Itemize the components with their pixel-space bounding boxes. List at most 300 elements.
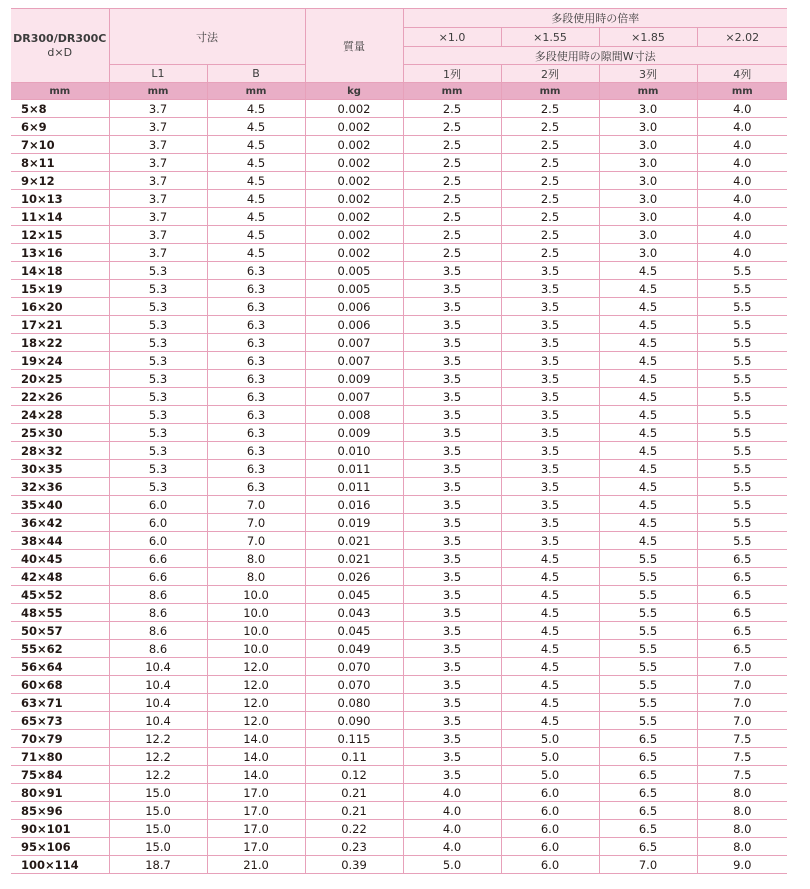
l1-cell: 5.3: [109, 424, 207, 442]
dimension-group-header: 寸法: [109, 9, 305, 65]
col-header-l1: L1: [109, 65, 207, 83]
table-row: [11, 766, 787, 784]
gap-2-row-cell: 4.5: [501, 658, 599, 676]
gap-1-row-cell: 3.5: [403, 370, 501, 388]
l1-cell: 6.6: [109, 550, 207, 568]
size-cell: 19×24: [11, 352, 109, 370]
b-cell: 4.5: [207, 136, 305, 154]
gap-2-row-cell: 3.5: [501, 424, 599, 442]
gap-2-row-cell: 4.5: [501, 622, 599, 640]
gap-4-row-cell: 5.5: [697, 316, 787, 334]
mass-cell: 0.070: [305, 676, 403, 694]
size-cell: 65×73: [11, 712, 109, 730]
mass-cell: 0.002: [305, 208, 403, 226]
gap-2-row-cell: 2.5: [501, 154, 599, 172]
gap-3-row-cell: 6.5: [599, 748, 697, 766]
b-cell: 4.5: [207, 100, 305, 118]
gap-3-row-cell: 5.5: [599, 586, 697, 604]
l1-cell: 5.3: [109, 460, 207, 478]
dimension-table: [11, 8, 787, 874]
gap-4-row-cell: 4.0: [697, 226, 787, 244]
l1-cell: 6.0: [109, 514, 207, 532]
gap-2-row-cell: 2.5: [501, 190, 599, 208]
gap-3-row-cell: 3.0: [599, 118, 697, 136]
l1-cell: 15.0: [109, 838, 207, 856]
gap-1-row-cell: 3.5: [403, 496, 501, 514]
gap-1-row-cell: 3.5: [403, 568, 501, 586]
gap-2-row-cell: 3.5: [501, 406, 599, 424]
col-header-b: B: [207, 65, 305, 83]
gap-3-row-cell: 6.5: [599, 820, 697, 838]
mass-cell: 0.070: [305, 658, 403, 676]
size-cell: 12×15: [11, 226, 109, 244]
table-row: [11, 280, 787, 298]
gap-1-row-cell: 3.5: [403, 532, 501, 550]
size-cell: 13×16: [11, 244, 109, 262]
b-cell: 6.3: [207, 478, 305, 496]
gap-3-row-cell: 6.5: [599, 784, 697, 802]
table-row: [11, 478, 787, 496]
gap-4-row-cell: 4.0: [697, 208, 787, 226]
gap-1-row-cell: 3.5: [403, 514, 501, 532]
gap-3-row-cell: 3.0: [599, 154, 697, 172]
l1-cell: 10.4: [109, 694, 207, 712]
size-cell: 50×57: [11, 622, 109, 640]
size-cell: 18×22: [11, 334, 109, 352]
size-cell: 11×14: [11, 208, 109, 226]
gap-2-row-cell: 3.5: [501, 442, 599, 460]
mass-cell: 0.21: [305, 802, 403, 820]
l1-cell: 15.0: [109, 820, 207, 838]
unit-cell: mm: [207, 83, 305, 100]
mass-cell: 0.007: [305, 352, 403, 370]
mass-cell: 0.002: [305, 118, 403, 136]
gap-4-row-cell: 4.0: [697, 136, 787, 154]
gap-2-row-cell: 3.5: [501, 262, 599, 280]
table-row: [11, 388, 787, 406]
gap-2-row-cell: 3.5: [501, 316, 599, 334]
table-row: [11, 316, 787, 334]
b-cell: 6.3: [207, 316, 305, 334]
gap-2-row-cell: 5.0: [501, 766, 599, 784]
gap-4-row-cell: 4.0: [697, 172, 787, 190]
l1-cell: 8.6: [109, 586, 207, 604]
gap-3-row-cell: 5.5: [599, 640, 697, 658]
multiplier-4: ×2.02: [697, 28, 787, 47]
b-cell: 10.0: [207, 586, 305, 604]
gap-4-row-cell: 5.5: [697, 406, 787, 424]
size-cell: 17×21: [11, 316, 109, 334]
gap-4-row-cell: 8.0: [697, 784, 787, 802]
gap-1-row-cell: 2.5: [403, 154, 501, 172]
b-cell: 6.3: [207, 370, 305, 388]
gap-3-row-cell: 4.5: [599, 406, 697, 424]
gap-2-row-cell: 3.5: [501, 514, 599, 532]
table-row: [11, 694, 787, 712]
size-cell: 80×91: [11, 784, 109, 802]
col-header-2-row: 2列: [501, 65, 599, 83]
size-cell: 10×13: [11, 190, 109, 208]
table-row: [11, 586, 787, 604]
gap-3-row-cell: 4.5: [599, 262, 697, 280]
size-cell: 42×48: [11, 568, 109, 586]
gap-2-row-cell: 4.5: [501, 640, 599, 658]
l1-cell: 5.3: [109, 262, 207, 280]
unit-cell: mm: [403, 83, 501, 100]
size-cell: 36×42: [11, 514, 109, 532]
gap-2-row-cell: 6.0: [501, 802, 599, 820]
l1-cell: 3.7: [109, 190, 207, 208]
gap-3-row-cell: 3.0: [599, 100, 697, 118]
gap-3-row-cell: 5.5: [599, 622, 697, 640]
gap-3-row-cell: 4.5: [599, 370, 697, 388]
table-row: [11, 190, 787, 208]
gap-2-row-cell: 3.5: [501, 352, 599, 370]
gap-4-row-cell: 4.0: [697, 244, 787, 262]
table-row: [11, 730, 787, 748]
gap-1-row-cell: 2.5: [403, 226, 501, 244]
table-row: [11, 244, 787, 262]
size-cell: 16×20: [11, 298, 109, 316]
mass-cell: 0.005: [305, 280, 403, 298]
gap-1-row-cell: 3.5: [403, 442, 501, 460]
gap-2-row-cell: 2.5: [501, 208, 599, 226]
gap-1-row-cell: 2.5: [403, 118, 501, 136]
gap-4-row-cell: 7.5: [697, 766, 787, 784]
table-row: [11, 748, 787, 766]
gap-3-row-cell: 4.5: [599, 496, 697, 514]
b-cell: 14.0: [207, 730, 305, 748]
gap-2-row-cell: 4.5: [501, 604, 599, 622]
model-name: DR300/DR300C: [13, 31, 107, 45]
size-cell: 7×10: [11, 136, 109, 154]
gap-1-row-cell: 4.0: [403, 784, 501, 802]
b-cell: 4.5: [207, 172, 305, 190]
b-cell: 4.5: [207, 208, 305, 226]
gap-4-row-cell: 5.5: [697, 388, 787, 406]
gap-1-row-cell: 3.5: [403, 316, 501, 334]
table-header: [11, 9, 787, 100]
gap-group-header: 多段使用時の隙間W寸法: [403, 47, 787, 65]
l1-cell: 6.6: [109, 568, 207, 586]
gap-3-row-cell: 3.0: [599, 244, 697, 262]
gap-4-row-cell: 7.0: [697, 694, 787, 712]
gap-2-row-cell: 6.0: [501, 784, 599, 802]
unit-cell: mm: [697, 83, 787, 100]
mass-cell: 0.006: [305, 298, 403, 316]
table-row: [11, 442, 787, 460]
l1-cell: 10.4: [109, 658, 207, 676]
l1-cell: 3.7: [109, 118, 207, 136]
gap-4-row-cell: 9.0: [697, 856, 787, 874]
gap-2-row-cell: 3.5: [501, 532, 599, 550]
b-cell: 12.0: [207, 658, 305, 676]
size-cell: 60×68: [11, 676, 109, 694]
size-cell: 38×44: [11, 532, 109, 550]
size-cell: 45×52: [11, 586, 109, 604]
table-row: [11, 784, 787, 802]
table-row: [11, 118, 787, 136]
gap-1-row-cell: 2.5: [403, 244, 501, 262]
mass-cell: 0.002: [305, 190, 403, 208]
table-row: [11, 262, 787, 280]
mass-cell: 0.12: [305, 766, 403, 784]
table-row: [11, 172, 787, 190]
gap-4-row-cell: 7.0: [697, 712, 787, 730]
gap-1-row-cell: 3.5: [403, 676, 501, 694]
size-notation: d×D: [47, 45, 73, 59]
size-cell: 63×71: [11, 694, 109, 712]
gap-4-row-cell: 5.5: [697, 280, 787, 298]
size-cell: 95×106: [11, 838, 109, 856]
table-row: [11, 496, 787, 514]
gap-1-row-cell: 3.5: [403, 298, 501, 316]
l1-cell: 12.2: [109, 748, 207, 766]
b-cell: 17.0: [207, 820, 305, 838]
gap-3-row-cell: 4.5: [599, 514, 697, 532]
size-cell: 30×35: [11, 460, 109, 478]
gap-4-row-cell: 5.5: [697, 424, 787, 442]
mass-cell: 0.006: [305, 316, 403, 334]
gap-4-row-cell: 4.0: [697, 118, 787, 136]
gap-1-row-cell: 2.5: [403, 172, 501, 190]
l1-cell: 5.3: [109, 478, 207, 496]
gap-3-row-cell: 4.5: [599, 334, 697, 352]
size-cell: 70×79: [11, 730, 109, 748]
gap-3-row-cell: 4.5: [599, 478, 697, 496]
gap-2-row-cell: 4.5: [501, 568, 599, 586]
b-cell: 6.3: [207, 334, 305, 352]
table-row: [11, 406, 787, 424]
table-row: [11, 136, 787, 154]
mass-cell: 0.009: [305, 370, 403, 388]
table-row: [11, 676, 787, 694]
table-row: [11, 298, 787, 316]
gap-1-row-cell: 3.5: [403, 478, 501, 496]
mass-cell: 0.026: [305, 568, 403, 586]
size-cell: 75×84: [11, 766, 109, 784]
l1-cell: 5.3: [109, 298, 207, 316]
gap-3-row-cell: 5.5: [599, 658, 697, 676]
mass-cell: 0.090: [305, 712, 403, 730]
l1-cell: 5.3: [109, 352, 207, 370]
l1-cell: 3.7: [109, 154, 207, 172]
table-row: [11, 622, 787, 640]
gap-3-row-cell: 4.5: [599, 280, 697, 298]
gap-1-row-cell: 4.0: [403, 820, 501, 838]
b-cell: 12.0: [207, 712, 305, 730]
multiplier-3: ×1.85: [599, 28, 697, 47]
gap-1-row-cell: 3.5: [403, 658, 501, 676]
b-cell: 8.0: [207, 568, 305, 586]
gap-1-row-cell: 3.5: [403, 730, 501, 748]
b-cell: 17.0: [207, 838, 305, 856]
b-cell: 12.0: [207, 676, 305, 694]
gap-4-row-cell: 8.0: [697, 820, 787, 838]
mass-cell: 0.008: [305, 406, 403, 424]
size-cell: 15×19: [11, 280, 109, 298]
l1-cell: 3.7: [109, 172, 207, 190]
table-row: [11, 658, 787, 676]
gap-3-row-cell: 6.5: [599, 730, 697, 748]
l1-cell: 3.7: [109, 208, 207, 226]
mass-cell: 0.009: [305, 424, 403, 442]
l1-cell: 6.0: [109, 532, 207, 550]
b-cell: 12.0: [207, 694, 305, 712]
mass-cell: 0.043: [305, 604, 403, 622]
mass-header: 質量: [305, 9, 403, 83]
l1-cell: 15.0: [109, 802, 207, 820]
unit-cell: mm: [109, 83, 207, 100]
size-cell: 85×96: [11, 802, 109, 820]
mass-cell: 0.080: [305, 694, 403, 712]
gap-3-row-cell: 6.5: [599, 766, 697, 784]
mass-cell: 0.39: [305, 856, 403, 874]
gap-2-row-cell: 3.5: [501, 388, 599, 406]
l1-cell: 5.3: [109, 388, 207, 406]
size-cell: 9×12: [11, 172, 109, 190]
mass-cell: 0.045: [305, 622, 403, 640]
table-row: [11, 532, 787, 550]
mass-cell: 0.010: [305, 442, 403, 460]
gap-4-row-cell: 5.5: [697, 514, 787, 532]
gap-3-row-cell: 5.5: [599, 568, 697, 586]
table-row: [11, 712, 787, 730]
unit-row: [11, 83, 787, 100]
mass-cell: 0.021: [305, 532, 403, 550]
gap-4-row-cell: 6.5: [697, 568, 787, 586]
gap-3-row-cell: 4.5: [599, 442, 697, 460]
table-row: [11, 550, 787, 568]
mass-cell: 0.002: [305, 172, 403, 190]
gap-1-row-cell: 4.0: [403, 838, 501, 856]
gap-3-row-cell: 4.5: [599, 424, 697, 442]
mass-cell: 0.021: [305, 550, 403, 568]
gap-2-row-cell: 4.5: [501, 676, 599, 694]
l1-cell: 3.7: [109, 244, 207, 262]
multiplier-2: ×1.55: [501, 28, 599, 47]
gap-4-row-cell: 5.5: [697, 442, 787, 460]
l1-cell: 5.3: [109, 316, 207, 334]
gap-4-row-cell: 7.0: [697, 676, 787, 694]
b-cell: 4.5: [207, 244, 305, 262]
gap-3-row-cell: 4.5: [599, 298, 697, 316]
b-cell: 17.0: [207, 802, 305, 820]
mass-cell: 0.002: [305, 154, 403, 172]
gap-3-row-cell: 4.5: [599, 352, 697, 370]
size-cell: 20×25: [11, 370, 109, 388]
size-cell: 22×26: [11, 388, 109, 406]
gap-2-row-cell: 6.0: [501, 856, 599, 874]
gap-1-row-cell: 2.5: [403, 190, 501, 208]
gap-4-row-cell: 5.5: [697, 334, 787, 352]
size-cell: 6×9: [11, 118, 109, 136]
size-cell: 35×40: [11, 496, 109, 514]
size-cell: 56×64: [11, 658, 109, 676]
spec-table-container: [11, 8, 787, 874]
b-cell: 7.0: [207, 496, 305, 514]
size-cell: 55×62: [11, 640, 109, 658]
gap-1-row-cell: 3.5: [403, 586, 501, 604]
b-cell: 4.5: [207, 154, 305, 172]
gap-3-row-cell: 7.0: [599, 856, 697, 874]
gap-4-row-cell: 5.5: [697, 262, 787, 280]
gap-1-row-cell: 5.0: [403, 856, 501, 874]
gap-4-row-cell: 7.5: [697, 748, 787, 766]
b-cell: 6.3: [207, 280, 305, 298]
size-cell: 28×32: [11, 442, 109, 460]
gap-1-row-cell: 3.5: [403, 694, 501, 712]
gap-1-row-cell: 2.5: [403, 100, 501, 118]
unit-cell: mm: [11, 83, 109, 100]
gap-1-row-cell: 3.5: [403, 550, 501, 568]
l1-cell: 8.6: [109, 622, 207, 640]
gap-4-row-cell: 5.5: [697, 532, 787, 550]
mass-cell: 0.115: [305, 730, 403, 748]
mass-cell: 0.019: [305, 514, 403, 532]
table-row: [11, 154, 787, 172]
col-header-3-row: 3列: [599, 65, 697, 83]
table-row: [11, 568, 787, 586]
l1-cell: 3.7: [109, 136, 207, 154]
unit-cell: mm: [501, 83, 599, 100]
b-cell: 10.0: [207, 640, 305, 658]
gap-4-row-cell: 5.5: [697, 352, 787, 370]
table-row: [11, 514, 787, 532]
mass-cell: 0.002: [305, 136, 403, 154]
l1-cell: 10.4: [109, 712, 207, 730]
l1-cell: 5.3: [109, 334, 207, 352]
gap-2-row-cell: 5.0: [501, 748, 599, 766]
gap-1-row-cell: 3.5: [403, 262, 501, 280]
gap-2-row-cell: 4.5: [501, 694, 599, 712]
table-row: [11, 820, 787, 838]
gap-3-row-cell: 6.5: [599, 838, 697, 856]
gap-3-row-cell: 4.5: [599, 316, 697, 334]
b-cell: 4.5: [207, 118, 305, 136]
model-header-cell: [11, 9, 109, 83]
table-row: [11, 100, 787, 118]
gap-4-row-cell: 6.5: [697, 640, 787, 658]
table-row: [11, 226, 787, 244]
gap-3-row-cell: 3.0: [599, 172, 697, 190]
gap-4-row-cell: 7.5: [697, 730, 787, 748]
gap-1-row-cell: 3.5: [403, 334, 501, 352]
gap-4-row-cell: 6.5: [697, 604, 787, 622]
gap-3-row-cell: 3.0: [599, 226, 697, 244]
l1-cell: 5.3: [109, 370, 207, 388]
table-row: [11, 424, 787, 442]
l1-cell: 15.0: [109, 784, 207, 802]
b-cell: 8.0: [207, 550, 305, 568]
l1-cell: 3.7: [109, 226, 207, 244]
gap-4-row-cell: 5.5: [697, 460, 787, 478]
gap-1-row-cell: 3.5: [403, 424, 501, 442]
gap-2-row-cell: 3.5: [501, 370, 599, 388]
table-row: [11, 460, 787, 478]
gap-2-row-cell: 6.0: [501, 820, 599, 838]
gap-4-row-cell: 5.5: [697, 370, 787, 388]
b-cell: 6.3: [207, 442, 305, 460]
gap-4-row-cell: 7.0: [697, 658, 787, 676]
gap-4-row-cell: 5.5: [697, 496, 787, 514]
l1-cell: 5.3: [109, 280, 207, 298]
gap-4-row-cell: 8.0: [697, 802, 787, 820]
b-cell: 10.0: [207, 622, 305, 640]
size-cell: 100×114: [11, 856, 109, 874]
b-cell: 21.0: [207, 856, 305, 874]
mass-cell: 0.045: [305, 586, 403, 604]
